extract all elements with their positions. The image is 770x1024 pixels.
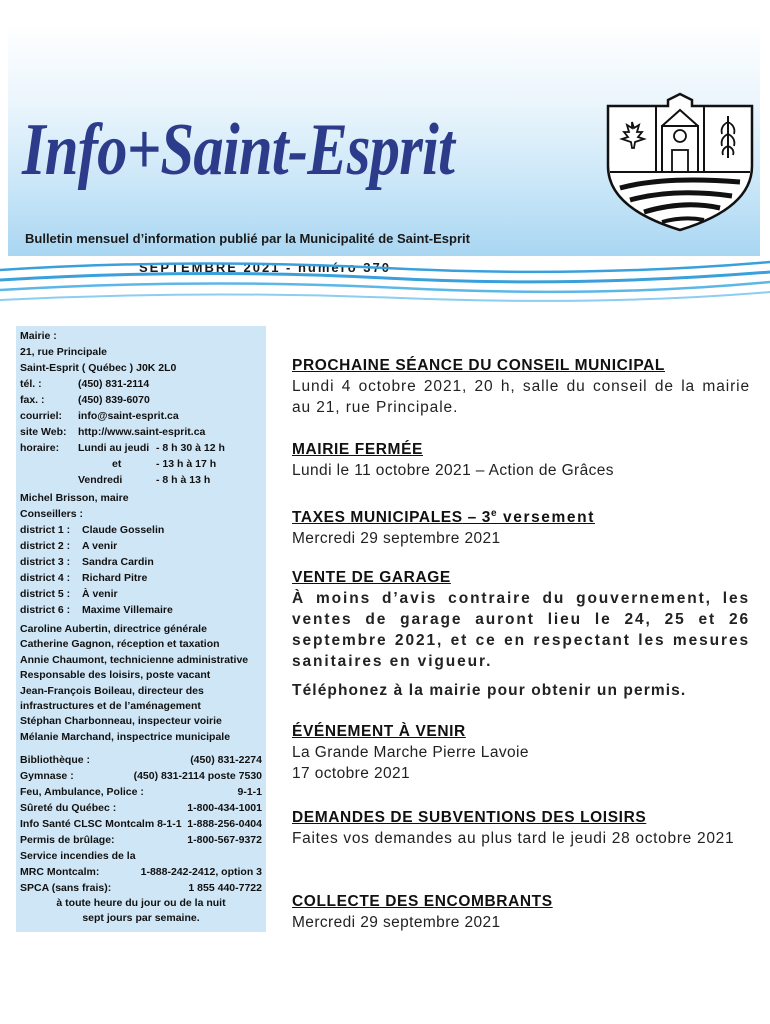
section-heading: DEMANDES DE SUBVENTIONS DES LOISIRS [292,809,647,826]
section-upcoming-event [292,722,750,784]
service-label: Feu, Ambulance, Police : [20,786,144,798]
section-council-meeting [292,356,750,418]
district-row [20,570,262,586]
service-label: Gymnase : [20,770,74,782]
service-label: MRC Montcalm: [20,866,100,878]
staff-member: Mélanie Marchand, inspectrice municipale [20,730,231,743]
service-value: 1-800-567-9372 [187,834,262,846]
section-body: La Grande Marche Pierre Lavoie [292,744,529,761]
contact-value: (450) 831-2114 [78,378,150,390]
section-body: Lundi 4 octobre 2021, 20 h, salle du conseil de la mairie au 21, rue Principale. [292,378,750,416]
district-name: Sandra Cardin [82,556,154,568]
contact-row-fax [20,392,262,408]
hours-row-2 [20,456,262,472]
sidebar-city: Saint-Esprit ( Québec ) J0K 2L0 [20,362,177,374]
staff-member: Stéphan Charbonneau, inspecteur voirie [20,715,222,728]
district-name: Maxime Villemaire [82,604,173,616]
contact-label: courriel: [20,410,63,422]
district-name: Richard Pitre [82,572,148,584]
district-label: district 4 : [20,572,71,584]
service-label: SPCA (sans frais): [20,882,112,894]
district-label: district 2 : [20,540,71,552]
header-banner [8,24,760,275]
hours-day: et [112,458,122,470]
service-row [20,768,262,784]
service-label: Service incendies de la [20,850,136,862]
staff-member: Jean-François Boileau, directeur des [20,684,204,697]
issue-label: SEPTEMBRE 2021 - numéro 370 [139,260,391,275]
district-row [20,602,262,618]
district-name: A venir [82,540,118,552]
section-heading: MAIRIE FERMÉE [292,441,423,458]
contact-value: (450) 839-6070 [78,394,150,406]
service-row [20,800,262,816]
service-value: 1-888-256-0404 [187,818,262,830]
district-name: Claude Gosselin [82,524,165,536]
section-bulky-collection [292,892,750,933]
contact-label: tél. : [20,378,42,390]
district-row [20,554,262,570]
masthead-title: Info+Saint-Esprit [22,109,455,191]
contact-row-phone [20,376,262,392]
hours-time: - 8 h à 13 h [156,474,211,486]
heading-text: TAXES MUNICIPALES [292,509,463,527]
service-value: (450) 831-2274 [190,754,262,766]
hours-row-3 [20,472,262,488]
mayor-name: Michel Brisson, maire [20,492,129,504]
service-row [20,864,262,880]
district-label: district 3 : [20,556,71,568]
contact-row-website [20,424,262,440]
bulletin-subtitle: Bulletin mensuel d’information publié par la Municipalité de Saint-Esprit [25,231,470,246]
councillors-label: Conseillers : [20,508,84,520]
service-label: Permis de brûlage: [20,834,115,846]
district-label: district 1 : [20,524,71,536]
service-row [20,784,262,800]
email-link[interactable]: info@saint-esprit.ca [78,410,179,422]
section-body: Faites vos demandes au plus tard le jeudi 28 octobre 2021 [292,830,735,847]
district-row [20,538,262,554]
contact-label: fax. : [20,394,45,406]
section-body: Mercredi 29 septembre 2021 [292,914,501,931]
staff-member: Caroline Aubertin, directrice générale [20,623,207,635]
section-leisure-grants [292,808,750,849]
hours-day: Vendredi [78,474,123,486]
contact-sidebar [16,326,266,932]
section-body-2: Téléphonez à la mairie pour obtenir un permis. [292,682,687,699]
heading-suffix: – 3 [462,509,491,527]
section-heading: PROCHAINE SÉANCE DU CONSEIL MUNICIPAL [292,357,665,374]
section-heading: COLLECTE DES ENCOMBRANTS [292,893,553,910]
section-office-closed [292,440,750,481]
heading-superscript: e [490,508,498,519]
contact-label: site Web: [20,426,67,438]
heading-suffix: versement [497,509,595,527]
staff-member: infrastructures et de l’aménagement [20,700,201,713]
service-value: 9-1-1 [237,786,262,798]
district-row [20,586,262,602]
section-garage-sale [292,568,750,701]
hours-time: - 13 h à 17 h [156,458,217,470]
service-row [20,832,262,848]
service-label: Bibliothèque : [20,754,90,766]
hours-row-1 [20,440,262,456]
section-body: À moins d’avis contraire du gouvernement, les ventes de garage auront lieu le 24, 25 et 26 septembre 2021, et ce en respectant les mesures sanitaires en vigueur. [292,590,750,670]
staff-member: Responsable des loisirs, poste vacant [20,669,211,682]
staff-list [20,622,248,745]
section-body-2: 17 octobre 2021 [292,765,411,782]
contact-row-email [20,408,262,424]
municipal-crest-icon [604,92,756,232]
section-heading: VENTE DE GARAGE [292,569,451,586]
service-row [20,848,262,864]
section-heading [292,504,750,528]
district-label: district 6 : [20,604,71,616]
sidebar-footer-line: à toute heure du jour ou de la nuit [56,897,226,909]
service-row [20,880,262,896]
service-value: (450) 831-2114 poste 7530 [133,770,262,782]
service-row [20,816,262,832]
district-label: district 5 : [20,588,71,600]
service-value: 1-800-434-1001 [187,802,262,814]
staff-member: Catherine Gagnon, réception et taxation [20,638,220,651]
section-body: Lundi le 11 octobre 2021 – Action de Grâces [292,462,614,479]
service-label: Info Santé CLSC Montcalm 8-1-1 [20,818,182,830]
service-value: 1-888-242-2412, option 3 [140,866,262,878]
district-row [20,522,262,538]
service-label: Sûreté du Québec : [20,802,117,814]
hours-label: horaire: [20,442,60,454]
website-link[interactable]: http://www.saint-esprit.ca [78,426,206,438]
hours-day: Lundi au jeudi [78,442,150,454]
sidebar-address: 21, rue Principale [20,346,107,358]
sidebar-footer-line: sept jours par semaine. [82,912,200,924]
service-value: 1 855 440-7722 [188,882,262,894]
sidebar-mairie-label: Mairie : [20,330,57,342]
service-row [20,752,262,768]
staff-member: Annie Chaumont, technicienne administrative [20,653,249,666]
district-name: À venir [82,588,118,600]
hours-time: - 8 h 30 à 12 h [156,442,225,454]
section-municipal-taxes [292,504,750,549]
section-body: Mercredi 29 septembre 2021 [292,530,501,548]
section-heading: ÉVÉNEMENT À VENIR [292,723,466,740]
decorative-waves [0,252,770,312]
